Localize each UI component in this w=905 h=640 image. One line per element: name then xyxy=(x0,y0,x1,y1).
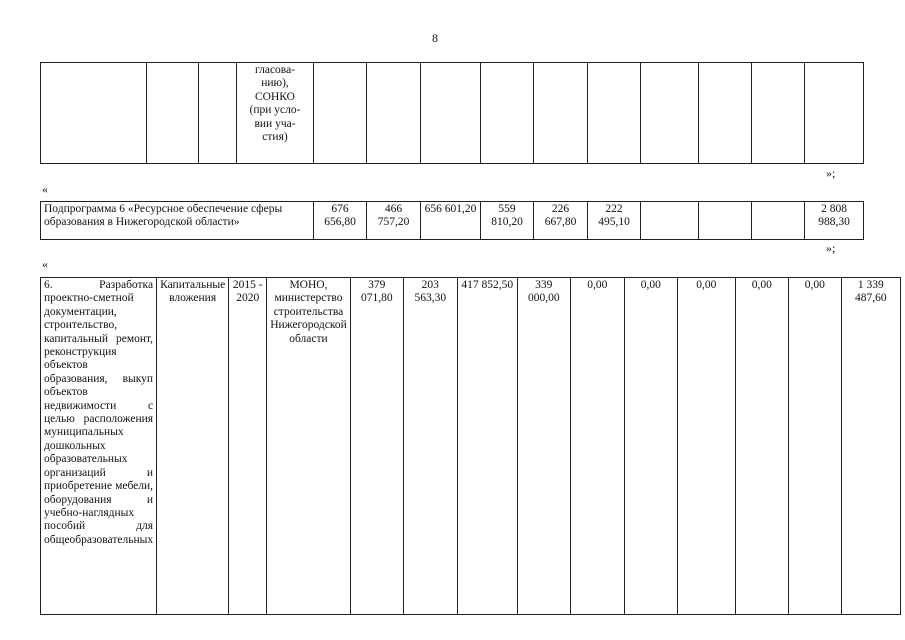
page-number: 8 xyxy=(432,31,438,45)
quote-open-1: « xyxy=(42,182,48,196)
value-cell: 339 000,00 xyxy=(517,278,570,615)
value-cell: 0,00 xyxy=(570,278,624,615)
table-fragment-top xyxy=(40,62,864,164)
value-cell: 226 667,80 xyxy=(534,202,588,240)
value-cell: 559 810,20 xyxy=(481,202,534,240)
cell-empty xyxy=(699,63,752,164)
total-cell: 2 808 988,30 xyxy=(805,202,864,240)
measure-category: Капитальные вложения xyxy=(157,278,229,615)
cell-empty xyxy=(41,63,147,164)
value-cell: 222 495,10 xyxy=(588,202,641,240)
subprogram-title: Подпрограмма 6 «Ресурсное обеспечение сферы образования в Нижегородской области» xyxy=(41,202,314,240)
value-cell: 0,00 xyxy=(735,278,788,615)
value-cell: 0,00 xyxy=(788,278,841,615)
total-cell: 1 339 487,60 xyxy=(841,278,900,615)
value-cell: 0,00 xyxy=(624,278,677,615)
value-cell: 676 656,80 xyxy=(314,202,367,240)
cell-empty xyxy=(421,63,481,164)
cell-empty xyxy=(641,63,699,164)
measure-executor: МОНО, министерство строительства Нижегородской области xyxy=(267,278,351,615)
executor-line: вии уча- xyxy=(254,117,296,130)
value-cell xyxy=(641,202,699,240)
executor-line: гласова- xyxy=(254,64,296,76)
measure-period: 2015 - 2020 xyxy=(229,278,267,615)
executor-line: стия) xyxy=(262,131,288,144)
cell-empty xyxy=(147,63,199,164)
value-cell: 379 071,80 xyxy=(350,278,403,615)
value-cell: 203 563,30 xyxy=(403,278,457,615)
value-cell xyxy=(752,202,805,240)
value-cell: 656 601,20 xyxy=(421,202,481,240)
cell-empty xyxy=(314,63,367,164)
table-measure xyxy=(40,277,901,615)
table-subprogram xyxy=(40,201,864,240)
cell-empty xyxy=(199,63,237,164)
value-cell: 466 757,20 xyxy=(367,202,421,240)
value-cell: 0,00 xyxy=(677,278,735,615)
cell-empty xyxy=(534,63,588,164)
quote-close-2: »; xyxy=(826,241,836,255)
cell-empty xyxy=(752,63,805,164)
cell-empty xyxy=(367,63,421,164)
executor-line: нию), xyxy=(261,77,289,90)
value-cell: 417 852,50 xyxy=(457,278,517,615)
executor-line: (при усло- xyxy=(249,104,301,117)
cell-empty xyxy=(481,63,534,164)
cell-empty xyxy=(588,63,641,164)
measure-name: 6. Разработка проектно-сметной документации, строительство, капитальный ремонт, реконструкция объектов образования, выкуп объектов недвижимости с целью расположения муниципальных дошкольных образовательных организаций и приобретение мебели, оборудования и учебно-наглядных пособий для общеобразовательных xyxy=(41,278,157,615)
executor-cell xyxy=(237,63,314,164)
executor-line: СОНКО xyxy=(255,90,295,103)
cell-empty xyxy=(805,63,864,164)
quote-close-1: »; xyxy=(826,166,836,180)
value-cell xyxy=(699,202,752,240)
quote-open-2: « xyxy=(42,257,48,271)
